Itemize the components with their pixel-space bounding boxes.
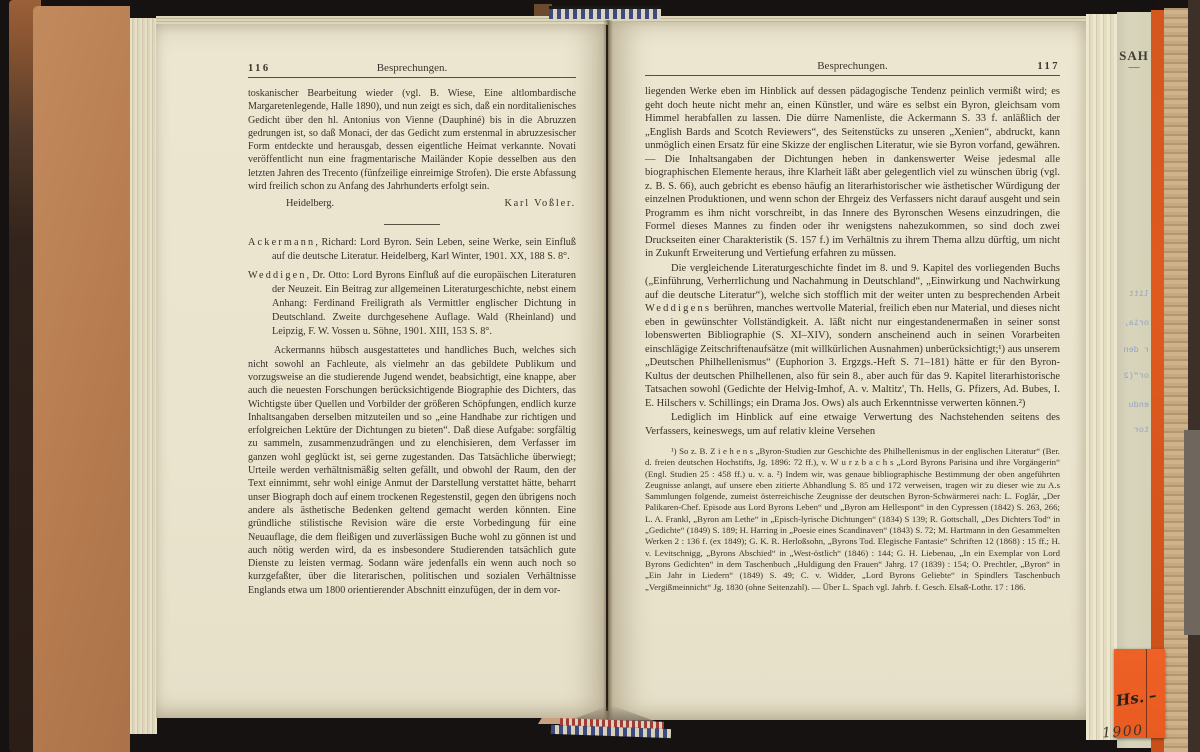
page-number: 117 bbox=[1037, 61, 1060, 72]
bottom-handwriting: 1900 bbox=[1101, 722, 1145, 742]
right-page-fore-edge bbox=[1086, 14, 1117, 740]
signature-author: Karl Voßler. bbox=[504, 198, 576, 210]
spaced-name: Weddigens bbox=[645, 303, 712, 314]
body-paragraph bbox=[645, 262, 1060, 411]
mirrored-typed-text: tor bbox=[1133, 425, 1149, 435]
continuation-paragraph: liegenden Werke eben im Hinblick auf dessen pädagogische Tendenz peinlich vermißt wird; es geht doch heute nicht mehr an, einen Künstler, und wäre es selbst ein Byron, gleichsam vom Himmel herabfallen zu lassen. Die dürre Namenliste, die Ackermann S. 33 f. anläßlich der „English Bards and Scotch Reviewers“, des Seitenstücks zu unseren „Xenien“, abdruckt, kann unmöglich einen Ersatz für eine Skizze der englischen Literatur, wie sie Byron vorfand, gewähren. — Die Inhaltsangaben der Dichtungen heben in dankenswerter Weise jedesmal alle biographischen Elemente heraus, ihre Klarheit läßt aber gelegentlich viel zu wünschen übrig (vgl. z. B. S. 66), auch gebricht es ebenso häufig an literarhistorischer wie ästhetischer Würdigung der einzelnen Produktionen, und wenn schon der Ehrgeiz des Verfassers nicht darauf ausgeht und sein Programm es ihm nicht vorschreibt, in das Innere des Byronschen Wesens einzudringen, die Formel dieses Mannes zu finden oder ihr wenigstens nahezukommen, so sind doch zwei Druckseiten einer Charakteristik (S. 157 f.) im Verhältnis zu ihrem Thema allzu dürftig, um nicht in Zukunft Erweiterung und Vertiefung erfahren zu müssen. bbox=[645, 86, 1060, 259]
mirrored-typed-text: oria, bbox=[1123, 318, 1149, 328]
mirrored-typed-text: r den bbox=[1123, 345, 1149, 355]
mirrored-typed-text: or“(2 bbox=[1123, 371, 1149, 381]
footnote-block: ¹) So z. B. Z i e h e n s „Byron-Studien zur Geschichte des Philhellenismus in der englischen Literatur“ (Ber. d. freien deutschen Hochstifts, Jg. 1896: 72 ff.), v. W u r z b a c h s „Lord Byrons Parisina und ihre Vorgängerin“ (Engl. Studien 25 : 458 ff.) u. v. a. ²) Indem wir, was genaue bibliographische Bestimmung der oben angeführten Zeugnisse anlangt, auf unsere eben zitierte Abhandlung S. 85 und 172 verweisen, tragen wir zu dieser wie zu A.s Sammlungen folgende, zumeist österreichische Zeugnisse der deutschen Byron-Schwärmerei nach: L. Foglár, „Der Palikaren-Chef. Episode aus Lord Byrons Leben“ und „Byron am Hellespont“ in den Cypressen (1842) S. 263, 266; L. A. Frankl, „Byron am Lethe“ in „Episch-lyrische Dichtungen“ (1834) S 139; R. Gottschall, „Des Dichters Tod“ in „Gedichte“ (1849) S. 189; H. Harring in „Poesie eines Scandinaven“ (1843) S. 72; M. Hartmann in den Gesammelten Werken 2 : 136 f. (ex 1849); G. K. R. Herloßsohn, „Byrons Tod. Elegische Fantasie“ Schriften 12 (1868) : 15 ff.; H. v. Levitschnigg, „Byrons Abschied“ in „West-östlich“ (1846) : 144; G. H. Liebenau, „In ein Exemplar von Lord Byrons Gedichten“ in dem Taschenbuch „Huldigung den Frauen“ Jahrg. 17 (1839) : 154; O. Prechtler, „Byron“ in „Ein Jahr in Liedern“ (1849) S. 49; C. v. Widder, „Lord Byrons Geliebte“ in Spindlers Taschenbuch „Vergißmeinnicht“ Jg. 1830 (ohne Seitenzahl). — Über L. Spach vgl. Jahrb. f. Gesch. Elsaß-Lothr. 17 : 186. bbox=[645, 446, 1060, 592]
fore-edge-stack-tan bbox=[1164, 8, 1188, 752]
cover-wear-patch bbox=[1184, 430, 1200, 635]
entry-author: Weddigen bbox=[248, 270, 307, 282]
mirrored-typed-text: endu bbox=[1128, 400, 1149, 410]
review-paragraph: Ackermanns hübsch ausgestattetes und handliches Buch, welches sich nicht sowohl an Fachleute, als vielmehr an das gebildete Publikum und vorzugsweise an die studierende Jugend wendet, beabsichtigt, eine knappe, aber auch die neuesten Forschungen berücksichtigende Biographie des Dichters, das Wichtigste über Quellen und Vorbilder der größeren Schöpfungen, endlich kurze Inhaltsangaben derselben mitzuteilen und so „eine Handhabe zur richtigen und erfolgreichen Lektüre der Dichtungen zu bieten“. Daß diese Aufgabe: sorgfältig zu sammeln, zusammenzudrängen und zu elenchisieren, dem Verfasser im ganzen wohl geglückt ist, sei gerne zugestanden. Das Tatsächliche überwiegt; Urteile werden verhältnismäßig selten gefällt, und obwohl der Raum, den der Text einnimmt, sehr wohl einige Anmut der Darstellung verstattet hätte, beharrt unser Biograph doch auf einem trockenen Regestenstil, gegen den übrigens noch andere als ästhetische Bedenken geltend gemacht werden könnten. Eine gründliche stilistische Revision wäre die erste Vorbedingung für eine Neuauflage, die dem fleißigen und zuverlässigen Buche wohl zu gönnen ist und auch nötig werden wird, da es insbesondere Studierenden tatsächlich gute Dienste zu leisten vermag. Sodann wäre jedenfalls ein wenn auch noch so kurzgefaßter, über die literarischen, politischen und sozialen Verhältnisse Englands etwa um 1800 orientierender Abschnitt einzufügen, der in dem vor- bbox=[248, 345, 576, 596]
entry-text: , Dr. Otto: Lord Byrons Einfluß auf die europäischen Literaturen der Neuzeit. Ein Beitrag zur allgemeinen Literaturgeschichte, nebst einem Anhang: Ferdinand Freiligrath als Vermittler englischer Dichtung in Deutschland. Zweite durchgesehene Auflage. Wald (Rheinland) und Leipzig, F. W. Vossen u. Söhne, 1901. XIII, 153 S. 8°. bbox=[272, 270, 576, 338]
continuation-paragraph: toskanischer Bearbeitung wieder (vgl. B. Wiese, Eine altlombardische Margaretenlegende, Halle 1890), und nun zeigt es sich, daß ein norditalienisches Gedicht über den hl. Antonius von Vienne (Dauphiné) bis in die Abruzzen gedrungen ist, so daß Monaci, der das Gedicht zum erstenmal in abruzzesischer Form entdeckte und herausgab, dessen eigentliche Heimat verkannte. Novati veröffentlicht nun eine fragmentarische Mailänder Kopie desselben aus den letzten Jahren des Trecento (fünfzeilige einreimige Strofen). Die erste Abfassung wird freilich schon zu Anfang des Jahrhunderts erfolgt sein. bbox=[248, 88, 576, 193]
page-header-right bbox=[645, 60, 1060, 72]
entry-text: , Richard: Lord Byron. Sein Leben, seine Werke, sein Einfluß auf die deutsche Literatur. Heidelberg, Karl Winter, 1901. XX, 188 S. 8°. bbox=[272, 237, 576, 263]
entry-author: Ackermann bbox=[248, 237, 316, 249]
left-page-fore-edge bbox=[130, 18, 157, 734]
left-endpaper bbox=[33, 6, 130, 752]
signature-row bbox=[248, 198, 576, 209]
paragraph-text: berühren, manches wertvolle Material, freilich eben nur Material, und dieses nicht eben in gewünschter Vollständigkeit. A. läßt nicht nur eingestandenermaßen in seiner sonst lobenswerten Bibliographie (S. XI–XIV), sondern anscheinend auch in seinen Vorarbeiten einschlägige Zeitschriftenaufsätze (mit willkürlichen Ausnahmen) unberücksichtigt;¹) aus unserem „Deutschen Philhellenismus“ (Euphorion 3. Ergzgs.-Heft S. 71–181) hätte er für den Byron-Kultus der deutschen Philhellenen, also für sein 8., aber auch für das 9. Kapitel literarhistorische Tatsachen sowohl (Gedichte der Helvig-Imhof, A. v. Maltitz', Th. Hells, G. Pfizers, Ad. Bubes, I. E. Hilschers v. Schillings; ein Drama Jos. Ows) als auch Erkenntnisse verwerten können.²) bbox=[645, 303, 1060, 409]
running-head: Besprechungen. bbox=[817, 60, 888, 72]
page-116 bbox=[156, 24, 606, 718]
tab-handwriting: Hs. – bbox=[1114, 685, 1158, 711]
orange-ribbon-edge bbox=[1151, 10, 1164, 752]
page-117 bbox=[608, 22, 1086, 720]
header-rule bbox=[248, 77, 576, 78]
bibliography-entry bbox=[248, 236, 576, 264]
spine-label-text: SAH bbox=[1119, 48, 1149, 63]
paragraph-text: Die vergleichende Literaturgeschichte findet im 8. und 9. Kapitel des vorliegenden Buchs („Einführung, Verherrlichung und Nachahmung in Deutschland“, „Einwirkung und Nachwirkung auf die deutsche Literatur“), welche sich stofflich mit der weiter unten zu besprechenden Arbeit bbox=[645, 262, 1060, 301]
book-gutter bbox=[603, 20, 613, 722]
page-header-left bbox=[248, 62, 576, 74]
bibliography-entry bbox=[248, 269, 576, 339]
page-number: 116 bbox=[248, 63, 271, 74]
headband-top bbox=[549, 6, 661, 19]
running-head: Besprechungen. bbox=[376, 62, 448, 74]
header-rule bbox=[645, 75, 1060, 76]
section-divider bbox=[384, 224, 440, 225]
mirrored-typed-text: litt bbox=[1128, 289, 1149, 299]
spine-label bbox=[1115, 49, 1153, 72]
spine-label-dash: — bbox=[1128, 61, 1140, 73]
signature-place: Heidelberg. bbox=[286, 198, 335, 210]
body-paragraph: Lediglich im Hinblick auf eine etwaige Verwertung des Nachstehenden seitens des Verfassers, keineswegs, um auf relativ kleine Versehen bbox=[645, 412, 1060, 437]
back-cover-edge bbox=[1188, 0, 1200, 752]
